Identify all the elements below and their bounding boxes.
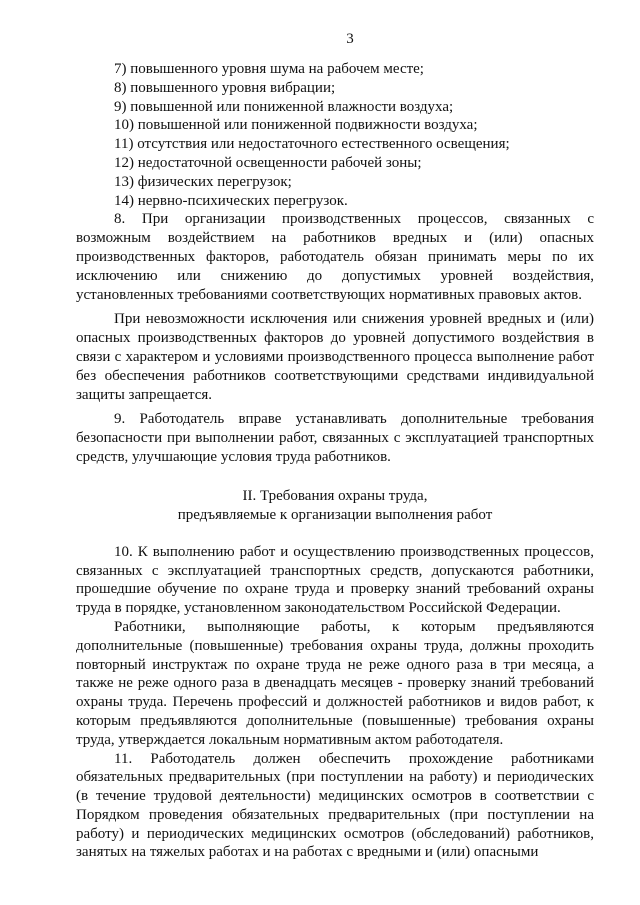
paragraph-11: 11. Работодатель должен обеспечить прохождение работниками обязательных предварительных (при поступлении на работу) и периодических (в течение трудовой деятельности) медицинских осмотров в соответствии с Порядком проведения обязательных предварительных (при поступлении на работу) и периодических медицинских осмотров (обследований) работников, занятых на тяжелых работах и на работах с вредными и (или) опасными: [76, 750, 594, 861]
paragraph-instruction: Работники, выполняющие работы, к которым предъявляются дополнительные (повышенные) требования охраны труда, должны проходить повторный инструктаж по охране труда не реже одного раза в три месяца, а также не реже одного раза в двенадцать месяцев - проверку знаний требований охраны труда. Перечень профессий и должностей работников и видов работ, к которым предъявляются дополнительные (повышенные) требования охраны труда, утверждается локальным нормативным актом работодателя.: [76, 618, 594, 748]
list-item: 11) отсутствия или недостаточного естественного освещения;: [114, 136, 510, 153]
paragraph-10: 10. К выполнению работ и осуществлению производственных процессов, связанных с эксплуатацией транспортных средств, допускаются работники, прошедшие обучение по охране труда и проверку знаний требований охраны труда в порядке, установленном законодательством Российской Федерации.: [76, 543, 594, 617]
list-item: 14) нервно-психических перегрузок.: [114, 192, 348, 209]
list-item: 7) повышенного уровня шума на рабочем месте;: [114, 61, 424, 77]
list-item: 12) недостаточной освещенности рабочей зоны;: [114, 154, 422, 171]
hazard-list: [76, 60, 594, 210]
list-item: 8) повышенного уровня вибрации;: [114, 79, 336, 96]
page-number: 3: [346, 31, 354, 47]
paragraph-9: 9. Работодатель вправе устанавливать дополнительные требования безопасности при выполнении работ, связанных с эксплуатацией транспортных средств, улучшающие условия труда работников.: [76, 411, 594, 465]
section-heading-line-2: предъявляемые к организации выполнения работ: [177, 506, 493, 523]
list-item: 13) физических перегрузок;: [114, 173, 292, 190]
list-item: 10) повышенной или пониженной подвижности воздуха;: [114, 117, 478, 134]
section-heading-line-1: II. Требования охраны труда,: [242, 487, 428, 504]
paragraph-ppe: При невозможности исключения или снижения уровней вредных и (или) опасных производственных факторов до уровней допустимого воздействия в связи с характером и условиями производственного процесса выполнение работ без обеспечения работников соответствующими средствами индивидуальной защиты запрещается.: [76, 311, 594, 403]
list-item: 9) повышенной или пониженной влажности воздуха;: [114, 98, 454, 115]
section-heading: [76, 487, 594, 525]
paragraph-8: 8. При организации производственных процессов, связанных с возможным воздействием на работников вредных и (или) опасных производственных факторов, работодатель обязан принимать меры по их исключению или снижению до допустимых уровней воздействия, установленных требованиями соответствующих нормативных правовых актов.: [76, 211, 594, 303]
